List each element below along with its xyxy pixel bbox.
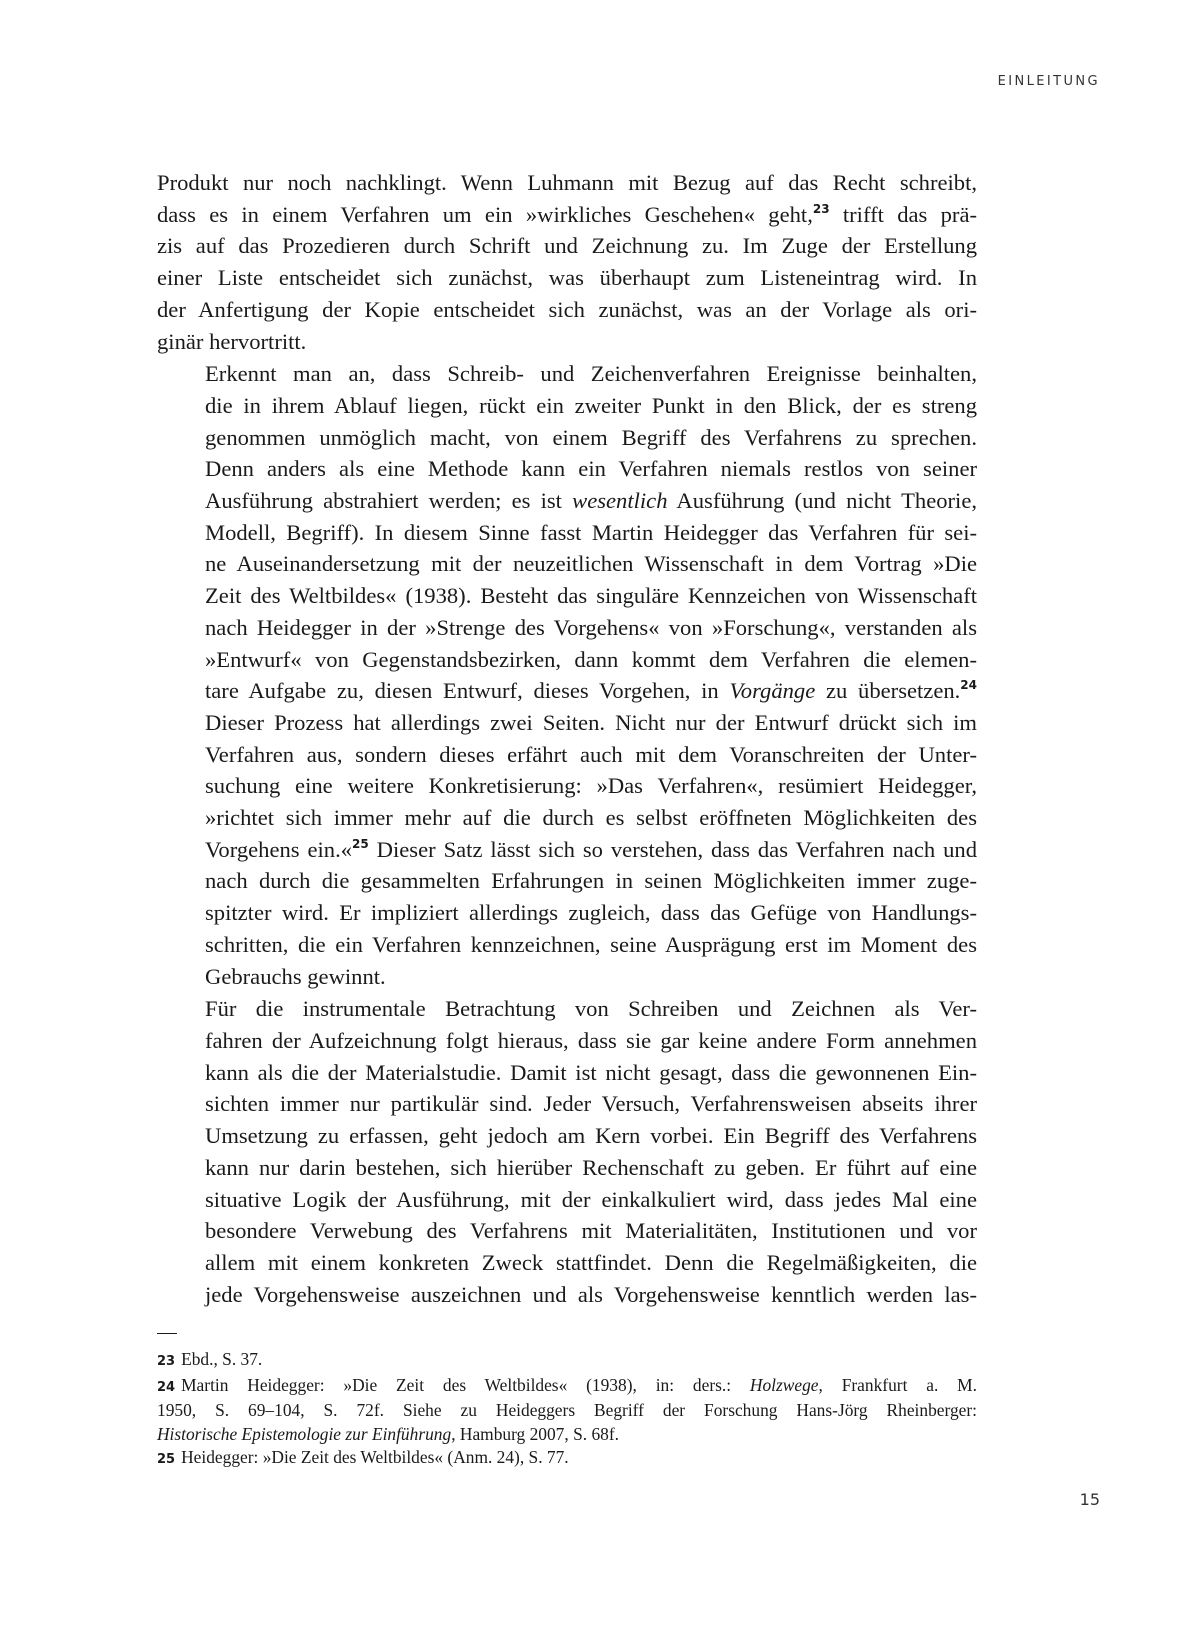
text-line: Modell, Begriff). In diesem Sinne fasst Martin Heidegger das Verfahren für sei- [205,519,977,545]
footnote [157,1374,977,1447]
emphasis: Vorgänge [729,678,816,704]
footnote-line: Historische Epistemologie zur Einführung, Hamburg 2007, S. 68f. [157,1423,619,1444]
text-line: kann als die der Materialstudie. Damit ist nicht gesagt, dass die gewonnenen Ein- [205,1059,977,1085]
paragraph [157,358,977,992]
main-text [157,167,977,1310]
text-line: Umsetzung zu erfassen, geht jedoch am Kern vorbei. Ein Begriff des Verfahrens [205,1123,977,1149]
emphasis: Holzwege [749,1374,819,1395]
running-head: EINLEITUNG [997,74,1100,89]
text-line: Produkt nur noch nachklingt. Wenn Luhmann mit Bezug auf das Recht schreibt, [157,170,977,195]
text-line: Verfahren aus, sondern dieses erfährt auch mit dem Voranschreiten der Unter- [205,741,977,767]
text-line: Denn anders als eine Methode kann ein Verfahren niemals restlos von seiner [205,456,977,482]
page-number: 15 [1079,1490,1100,1509]
footnote [157,1446,977,1472]
text-line: ne Auseinandersetzung mit der neuzeitlichen Wissenschaft in dem Vortrag »Die [205,551,977,577]
text-line: dass es in einem Verfahren um ein »wirkliches Geschehen« geht,$^{23}$ trifft das prä- [157,201,977,227]
text-line: einer Liste entscheidet sich zunächst, was überhaupt zum Listeneintrag wird. In [157,265,977,291]
footnote-number: 25 [157,1452,176,1468]
text-line: »richtet sich immer mehr auf die durch es selbst eröffneten Möglichkeiten des [205,805,977,831]
footnote-ref: 23 [812,201,830,216]
text-line: Dieser Prozess hat allerdings zwei Seiten. Nicht nur der Entwurf drückt sich im [205,709,977,735]
footnote-divider [157,1333,177,1334]
footnote-number: 24 [157,1379,176,1395]
text-line: ginär hervortritt. [157,328,307,354]
text-line: allem mit einem konkreten Zweck stattfindet. Denn die Regelmäßigkeiten, die [205,1249,977,1275]
text-line: Zeit des Weltbildes« (1938). Besteht das singuläre Kennzeichen von Wissenschaft [205,583,977,609]
text-line: schritten, die ein Verfahren kennzeichnen, seine Ausprägung erst im Moment des [205,931,977,957]
text-line: nach durch die gesammelten Erfahrungen in seinen Möglichkeiten immer zuge- [205,868,977,894]
text-line: Für die instrumentale Betrachtung von Schreiben und Zeichnen als Ver- [205,996,977,1022]
text-line: spitzter wird. Er impliziert allerdings zugleich, dass das Gefüge von Handlungs- [205,900,977,926]
footnote-ref: 25 [352,836,369,851]
text-line: sichten immer nur partikulär sind. Jeder Versuch, Verfahrensweisen abseits ihrer [205,1091,977,1117]
footnote-number: 23 [157,1354,176,1369]
footnote-line: 1950, S. 69–104, S. 72f. Siehe zu Heideggers Begriff der Forschung Hans-Jörg Rheinberger: [157,1400,977,1421]
text-line: »Entwurf« von Gegenstandsbezirken, dann kommt dem Verfahren die elemen- [205,646,977,672]
text-line: kann nur darin bestehen, sich hierüber Rechenschaft zu geben. Er führt auf eine [205,1154,977,1180]
paragraph [157,167,977,357]
text-line: tare Aufgabe zu, diesen Entwurf, dieses Vorgehen, in Vorgänge zu übersetzen.$^{24}$ [205,678,977,704]
footnote [157,1348,977,1374]
text-line: jede Vorgehensweise auszeichnen und als Vorgehensweise kenntlich werden las- [205,1281,977,1307]
text-line: Vorgehens ein.«$^{25}$ Dieser Satz lässt sich so verstehen, dass das Verfahren nach und [205,836,977,862]
text-line: nach Heidegger in der »Strenge des Vorgehens« von »Forschung«, verstanden als [205,614,977,640]
text-line: der Anfertigung der Kopie entscheidet sich zunächst, was an der Vorlage als ori- [157,296,977,322]
paragraph [157,993,977,1310]
text-line: Erkennt man an, dass Schreib- und Zeichenverfahren Ereignisse beinhalten, [205,361,977,387]
footnote-line: 25 Heidegger: »Die Zeit des Weltbildes« (Anm. 24), S. 77. [157,1447,569,1468]
footnote-line: 24 Martin Heidegger: »Die Zeit des Weltbildes« (1938), in: ders.: Holzwege, Frankfurt a. M. [157,1374,977,1395]
footnote-ref: 24 [960,678,977,693]
emphasis: wesentlich [572,488,668,514]
text-line: suchung eine weitere Konkretisierung: »Das Verfahren«, resümiert Heidegger, [205,773,977,799]
text-line: besondere Verwebung des Verfahrens mit Materialitäten, Institutionen und vor [205,1218,977,1244]
text-line: zis auf das Prozedieren durch Schrift und Zeichnung zu. Im Zuge der Erstellung [157,233,977,259]
emphasis: Historische Epistemologie zur Einführung [157,1423,452,1444]
text-line: situative Logik der Ausführung, mit der einkalkuliert wird, dass jedes Mal eine [205,1186,977,1212]
text-line: Gebrauchs gewinnt. [205,963,386,989]
text-line: Ausführung abstrahiert werden; es ist wesentlich Ausführung (und nicht Theorie, [205,488,977,514]
text-line: die in ihrem Ablauf liegen, rückt ein zweiter Punkt in den Blick, der es streng [205,392,977,418]
footnotes [157,1348,977,1472]
text-line: fahren der Aufzeichnung folgt hieraus, dass sie gar keine andere Form annehmen [205,1027,977,1053]
text-line: genommen unmöglich macht, von einem Begriff des Verfahrens zu sprechen. [205,424,977,450]
footnote-line: 23 Ebd., S. 37. [157,1349,263,1369]
